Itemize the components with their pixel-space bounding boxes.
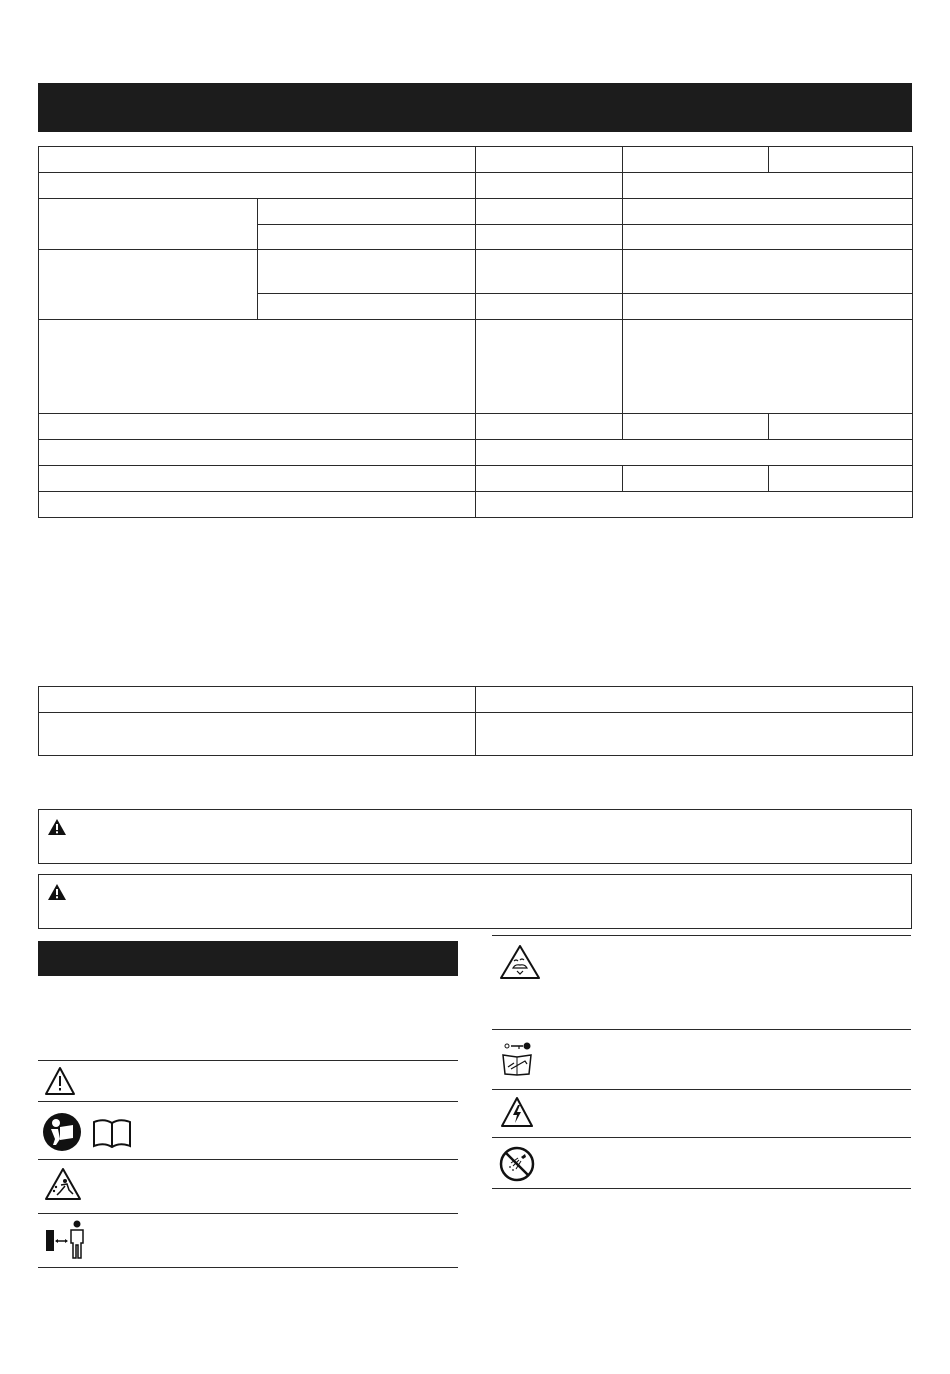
table-cell bbox=[768, 413, 913, 440]
read-manual-icon bbox=[42, 1112, 134, 1152]
table-cell bbox=[475, 146, 623, 173]
table-cell bbox=[475, 491, 913, 518]
table-cell bbox=[475, 293, 623, 320]
keep-distance-icon bbox=[44, 1219, 88, 1261]
divider bbox=[38, 1213, 458, 1214]
no-water-spray-icon bbox=[499, 1146, 535, 1182]
table-cell bbox=[38, 712, 476, 756]
table-cell bbox=[622, 146, 769, 173]
divider bbox=[492, 1089, 911, 1090]
table-cell bbox=[475, 172, 623, 199]
table-cell bbox=[622, 465, 769, 492]
table-cell bbox=[38, 172, 476, 199]
table-cell bbox=[768, 146, 913, 173]
table-cell bbox=[475, 439, 913, 466]
table-cell bbox=[257, 198, 476, 225]
table-cell bbox=[475, 319, 623, 414]
table-cell bbox=[475, 686, 913, 713]
table-cell bbox=[38, 319, 476, 414]
specifications-header-bar bbox=[38, 83, 912, 132]
table-cell bbox=[475, 465, 623, 492]
table-cell bbox=[257, 249, 476, 294]
remove-key-read-manual-icon bbox=[499, 1040, 535, 1078]
electric-shock-icon bbox=[500, 1096, 534, 1128]
table-cell bbox=[622, 172, 913, 199]
table-cell bbox=[768, 465, 913, 492]
table-cell bbox=[622, 249, 913, 294]
table-cell bbox=[475, 224, 623, 250]
divider bbox=[38, 1101, 458, 1102]
table-cell bbox=[622, 293, 913, 320]
table-cell bbox=[622, 224, 913, 250]
table-cell bbox=[475, 712, 913, 756]
table-cell bbox=[38, 249, 258, 320]
divider bbox=[492, 1029, 911, 1030]
table-cell bbox=[622, 413, 769, 440]
table-cell bbox=[38, 413, 476, 440]
warning-triangle-icon bbox=[47, 818, 67, 836]
table-cell bbox=[38, 146, 476, 173]
table-cell bbox=[257, 224, 476, 250]
warning-triangle-icon bbox=[47, 883, 67, 901]
divider bbox=[492, 935, 911, 936]
table-cell bbox=[38, 465, 476, 492]
table-cell bbox=[475, 249, 623, 294]
divider bbox=[38, 1159, 458, 1160]
thrown-objects-icon bbox=[44, 1167, 82, 1201]
hot-surface-icon bbox=[499, 944, 541, 980]
table-cell bbox=[475, 198, 623, 225]
table-cell bbox=[38, 491, 476, 518]
table-cell bbox=[38, 198, 258, 250]
divider bbox=[38, 1060, 458, 1061]
table-cell bbox=[622, 319, 913, 414]
table-cell bbox=[38, 686, 476, 713]
warning-box bbox=[38, 809, 912, 864]
table-cell bbox=[622, 198, 913, 225]
caution-triangle-icon bbox=[44, 1066, 76, 1096]
warning-box bbox=[38, 874, 912, 929]
safety-warnings-header-bar bbox=[38, 941, 458, 976]
table-cell bbox=[38, 439, 476, 466]
divider bbox=[38, 1267, 458, 1268]
divider bbox=[492, 1188, 911, 1189]
table-cell bbox=[257, 293, 476, 320]
divider bbox=[492, 1137, 911, 1138]
table-cell bbox=[475, 413, 623, 440]
